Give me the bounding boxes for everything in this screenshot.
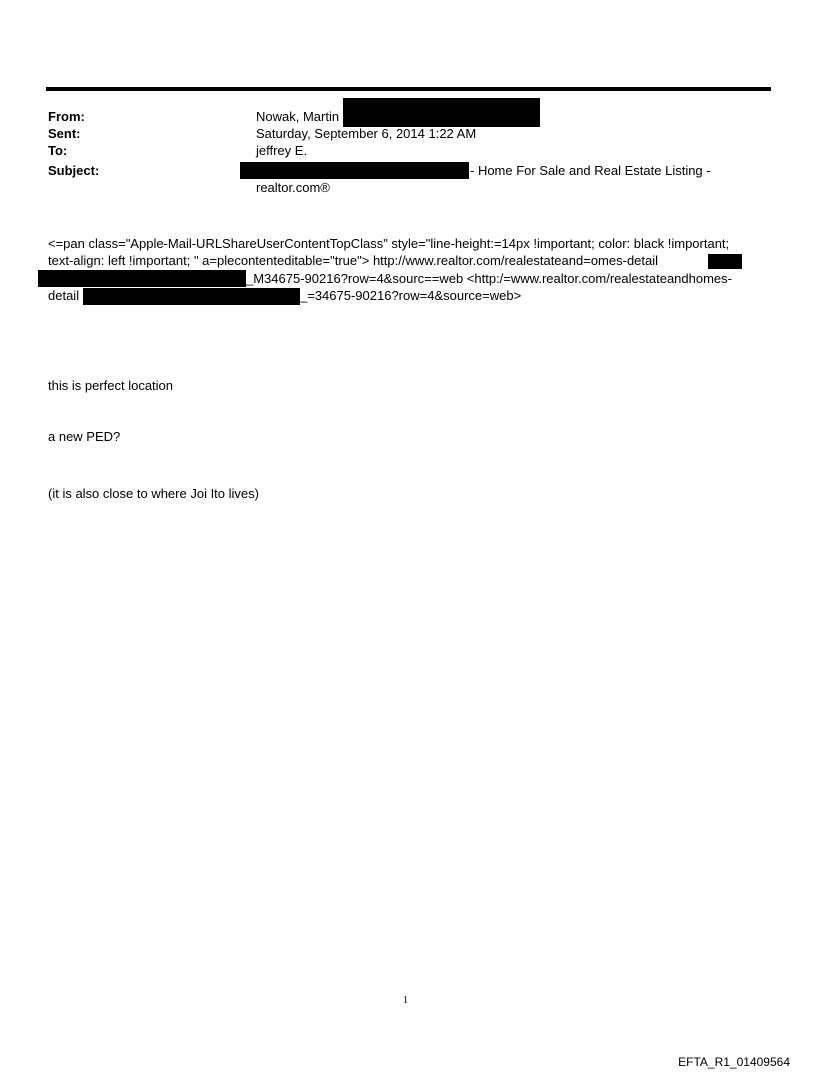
sent-label: Sent: (48, 126, 81, 141)
body-html-line-4-start: detail (48, 288, 80, 303)
redaction-block (83, 288, 300, 305)
body-paragraph: this is perfect location (48, 378, 174, 393)
redaction-block (38, 270, 246, 287)
body-html-line-2: text-align: left !important; " a=plecontenteditable="true"> http://www.realtor.com/realestateand=omes-detail (48, 253, 659, 268)
from-value: Nowak, Martin (256, 109, 340, 124)
sent-value: Saturday, September 6, 2014 1:22 AM (256, 126, 477, 141)
redaction-block (240, 162, 469, 179)
body-paragraph: a new PED? (48, 429, 121, 444)
redaction-block (343, 98, 540, 127)
header-rule (46, 87, 771, 91)
to-label: To: (48, 143, 68, 158)
from-label: From: (48, 109, 85, 124)
body-html-line-3: _M34675-90216?row=4&sourc==web <http:/=www.realtor.com/realestateandhomes- (246, 271, 732, 286)
page-number: 1 (403, 995, 408, 1006)
subject-value-line2: realtor.com® (256, 180, 330, 195)
body-html-line-4-end: _=34675-90216?row=4&source=web> (300, 288, 522, 303)
body-html-line-1: <=pan class="Apple-Mail-URLShareUserContentTopClass" style="line-height:=14px !important; color: black !important; (48, 236, 730, 251)
document-id: EFTA_R1_01409564 (678, 1055, 790, 1069)
to-value: jeffrey E. (256, 143, 308, 158)
body-paragraph: (it is also close to where Joi Ito lives) (48, 486, 259, 501)
subject-label: Subject: (48, 163, 100, 178)
redaction-block (708, 254, 742, 269)
subject-value-line1: - Home For Sale and Real Estate Listing - (470, 163, 711, 178)
